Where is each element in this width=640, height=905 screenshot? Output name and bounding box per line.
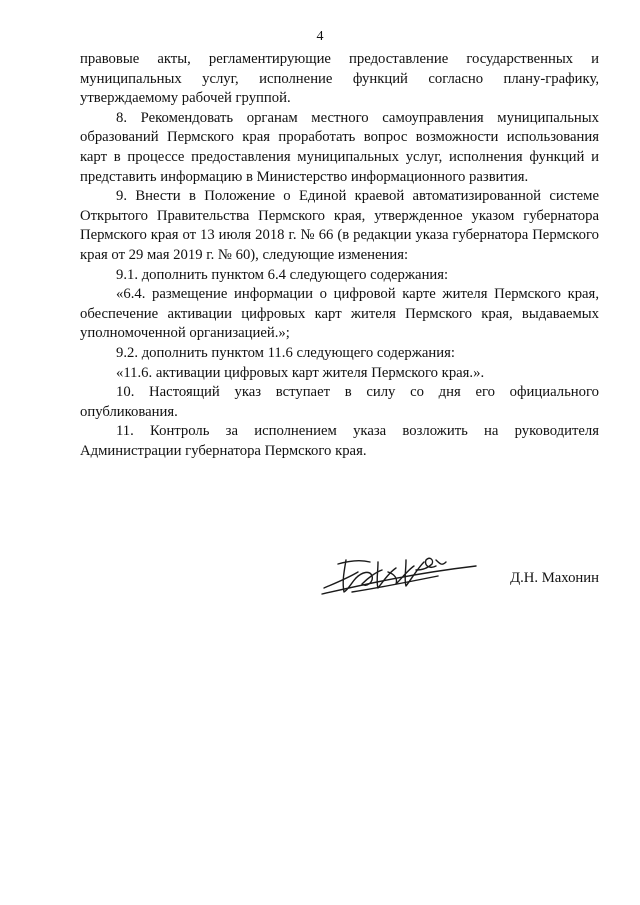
handwritten-signature — [318, 548, 478, 600]
signature-block — [0, 548, 640, 608]
paragraph-item-10: 10. Настоящий указ вступает в силу со дня его официального опубликования. — [80, 384, 599, 420]
paragraph-continuation: правовые акты, регламентирующие предоставление государственных и муниципальных услуг, исполнение функций согласно плану-графику, утверждаемому рабочей группой. — [80, 51, 599, 107]
paragraph-item-11: 11. Контроль за исполнением указа возложить на руководителя Администрации губернатора Пермского края. — [80, 423, 599, 459]
document-body — [80, 50, 599, 461]
paragraph-quote-6-4: «6.4. размещение информации о цифровой карте жителя Пермского края, обеспечение активации цифровых карт жителя Пермского края, выдаваемых уполномоченной организацией.»; — [80, 286, 599, 342]
paragraph-item-9: 9. Внести в Положение о Единой краевой автоматизированной системе Открытого Правительства Пермского края, утвержденное указом губернатора Пермского края от 13 июля 2018 г. № 66 (в редакции указа губернатора Пермского края от 29 мая 2019 г. № 60), следующие изменения: — [80, 188, 599, 263]
paragraph-item-9-1: 9.1. дополнить пунктом 6.4 следующего содержания: — [116, 266, 449, 283]
paragraph-item-9-2: 9.2. дополнить пунктом 11.6 следующего содержания: — [116, 344, 455, 361]
paragraph-quote-11-6: «11.6. активации цифровых карт жителя Пермского края.». — [116, 364, 485, 381]
paragraph-item-8: 8. Рекомендовать органам местного самоуправления муниципальных образований Пермского края проработать вопрос возможности использования карт в процессе предоставления муниципальных услуг, исполнения функций и представить информацию в Министерство информационного развития. — [80, 109, 599, 185]
page-number: 4 — [316, 29, 324, 44]
signer-name: Д.Н. Махонин — [510, 570, 599, 586]
